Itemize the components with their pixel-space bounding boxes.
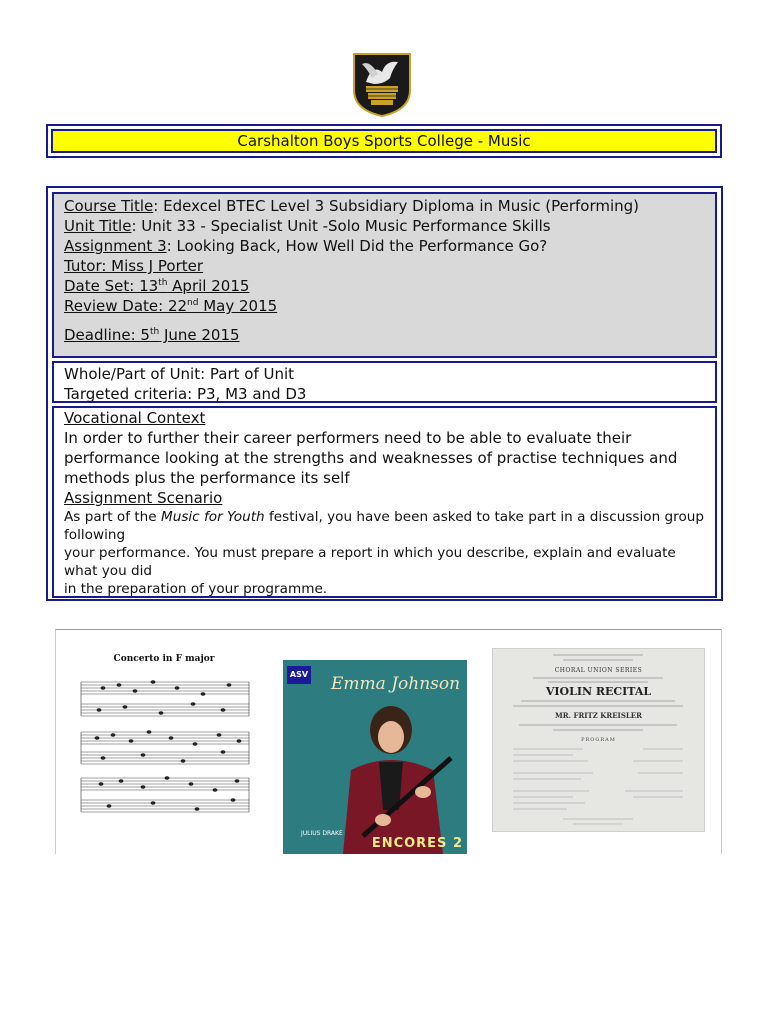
cd-title: ENCORES 2 bbox=[371, 836, 463, 851]
course-details-panel bbox=[52, 192, 717, 358]
cd-accompanist: JULIUS DRAKE bbox=[301, 830, 343, 837]
sheet-music-image bbox=[73, 650, 255, 842]
unit-title-label: Unit Title bbox=[64, 217, 132, 235]
images-strip bbox=[55, 629, 722, 854]
college-title: Carshalton Boys Sports College - Music bbox=[51, 129, 717, 153]
assignment-value: : Looking Back, How Well Did the Performance Go? bbox=[166, 237, 548, 255]
criteria-panel bbox=[52, 361, 717, 403]
cd-cover-image bbox=[283, 660, 467, 854]
school-crest-logo bbox=[352, 52, 412, 118]
tutor-line: Tutor: Miss J Porter bbox=[64, 257, 204, 275]
vocational-text: In order to further their career performers need to be able to evaluate their performance looking at the strengths and weaknesses of practise techniques and methods plus the performance its self bbox=[64, 429, 678, 487]
review-date-line: Review Date: 22nd May 2015 bbox=[64, 297, 278, 315]
cd-artist: Emma Johnson bbox=[331, 674, 461, 694]
poster-series: CHORAL UNION SERIES bbox=[554, 667, 643, 674]
sheet-music-title: Concerto in F major bbox=[113, 654, 215, 664]
date-set-line: Date Set: 13th April 2015 bbox=[64, 277, 250, 295]
assignment-brief bbox=[46, 186, 723, 601]
recital-poster-image bbox=[492, 648, 705, 832]
context-panel bbox=[52, 406, 717, 598]
whole-part-line: Whole/Part of Unit: Part of Unit bbox=[64, 365, 295, 383]
cd-label-logo: ASV bbox=[287, 666, 311, 684]
course-title-line bbox=[64, 196, 705, 216]
course-title-label: Course Title bbox=[64, 197, 154, 215]
unit-title-value: : Unit 33 - Specialist Unit -Solo Music Performance Skills bbox=[131, 217, 551, 235]
deadline-line: Deadline: 5th June 2015 bbox=[64, 326, 240, 344]
scenario-text: As part of the Music for Youth festival, you have been asked to take part in a discussion group following your performance. You must prepare a report in which you describe, explain and evaluate what you did in the preparation of your programme. bbox=[64, 509, 705, 597]
poster-program: PROGRAM bbox=[581, 737, 616, 743]
vocational-heading: Vocational Context bbox=[64, 409, 206, 427]
course-title-value: : Edexcel BTEC Level 3 Subsidiary Diploma in Music (Performing) bbox=[153, 197, 640, 215]
assignment-line bbox=[64, 236, 705, 256]
targeted-criteria-line: Targeted criteria: P3, M3 and D3 bbox=[64, 385, 307, 403]
poster-performer: MR. FRITZ KREISLER bbox=[555, 711, 642, 720]
scenario-heading: Assignment Scenario bbox=[64, 489, 223, 507]
assignment-label: Assignment 3 bbox=[64, 237, 167, 255]
poster-title: VIOLIN RECITAL bbox=[545, 685, 652, 698]
title-banner bbox=[46, 124, 722, 158]
unit-title-line bbox=[64, 216, 705, 236]
